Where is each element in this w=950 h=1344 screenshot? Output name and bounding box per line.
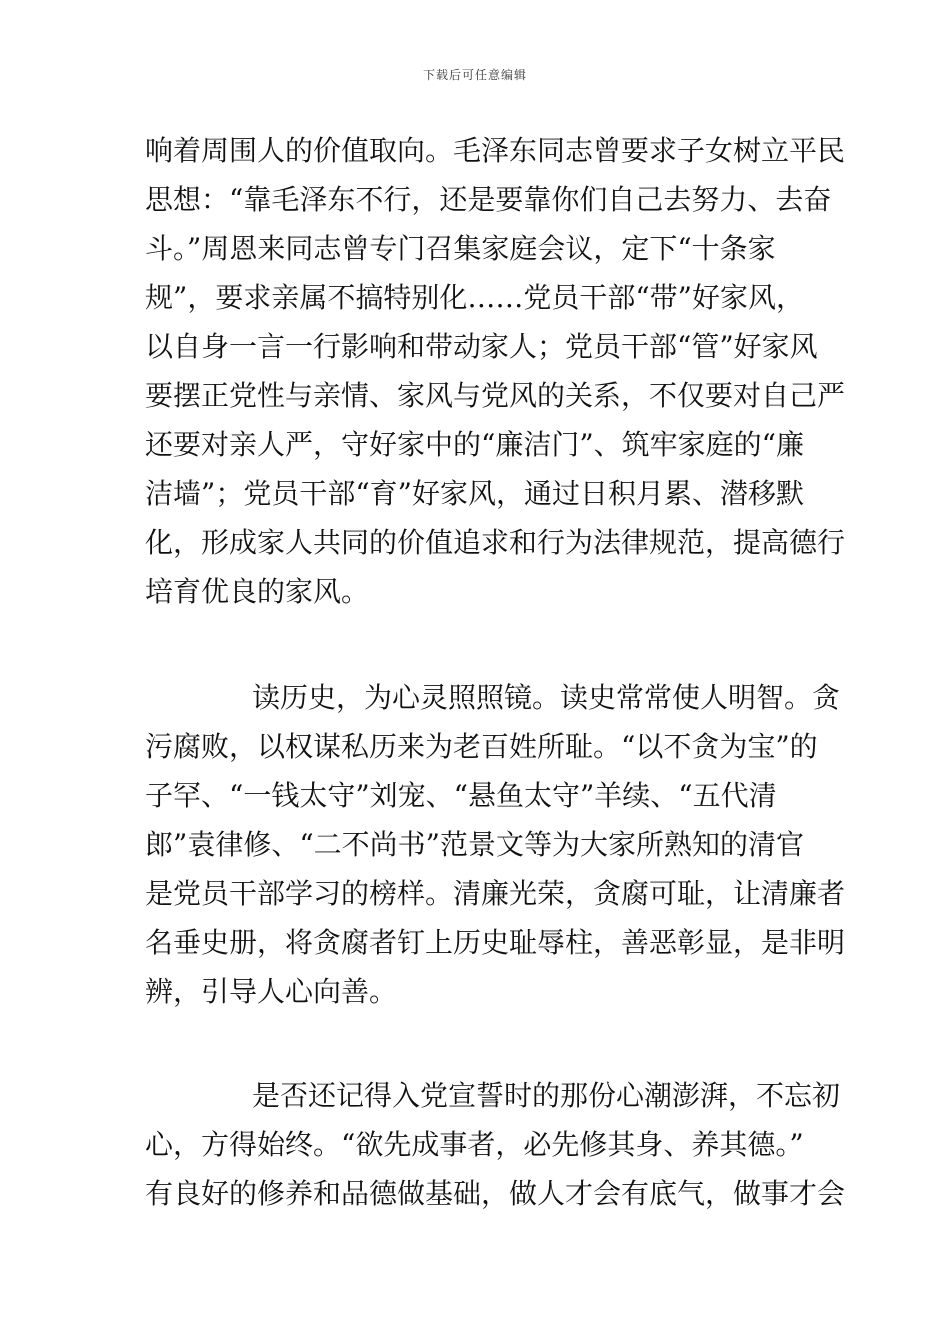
text-line: 要摆正党性与亲情、家风与党风的关系，不仅要对自己严 [145, 379, 846, 412]
text-line: 子罕、“一钱太守”刘宠、“悬鱼太守”羊续、“五代清 [145, 779, 777, 812]
paragraph-family-values [145, 126, 846, 616]
text-line: 读历史，为心灵照照镜。读史常常使人明智。贪 [252, 681, 841, 714]
text-line: 是否还记得入党宣誓时的那份心潮澎湃，不忘初 [252, 1079, 841, 1112]
text-line: 郎”袁律修、“二不尚书”范景文等为大家所熟知的清官 [145, 828, 804, 861]
text-line: 思想：“靠毛泽东不行，还是要靠你们自己去努力、去奋 [145, 183, 832, 216]
text-line: 还要对亲人严，守好家中的“廉洁门”、筑牢家庭的“廉 [145, 428, 804, 461]
text-line: 辨，引导人心向善。 [145, 975, 398, 1008]
text-line: 响着周围人的价值取向。毛泽东同志曾要求子女树立平民 [145, 134, 846, 167]
page-header-note: 下载后可任意编辑 [422, 68, 527, 82]
text-line: 是党员干部学习的榜样。清廉光荣，贪腐可耻，让清廉者 [145, 877, 846, 910]
text-line: 有良好的修养和品德做基础，做人才会有底气，做事才会 [145, 1177, 846, 1210]
text-line: 洁墙”；党员干部“育”好家风，通过日积月累、潜移默 [145, 477, 804, 510]
text-line: 斗。”周恩来同志曾专门召集家庭会议，定下“十条家 [145, 232, 776, 265]
text-line: 化，形成家人共同的价值追求和行为法律规范，提高德行 [145, 526, 846, 559]
text-line: 培育优良的家风。 [145, 575, 370, 608]
text-line: 以自身一言一行影响和带动家人；党员干部“管”好家风 [145, 330, 818, 363]
paragraph-read-history [145, 673, 846, 1016]
text-line: 污腐败，以权谋私历来为老百姓所耻。“以不贪为宝”的 [145, 730, 818, 763]
paragraph-original-aspiration [145, 1071, 846, 1218]
text-line: 规”，要求亲属不搞特别化……党员干部“带”好家风， [145, 281, 804, 314]
text-line: 心，方得始终。“欲先成事者，必先修其身、养其德。” [145, 1128, 804, 1161]
text-line: 名垂史册，将贪腐者钉上历史耻辱柱，善恶彰显，是非明 [145, 926, 846, 959]
